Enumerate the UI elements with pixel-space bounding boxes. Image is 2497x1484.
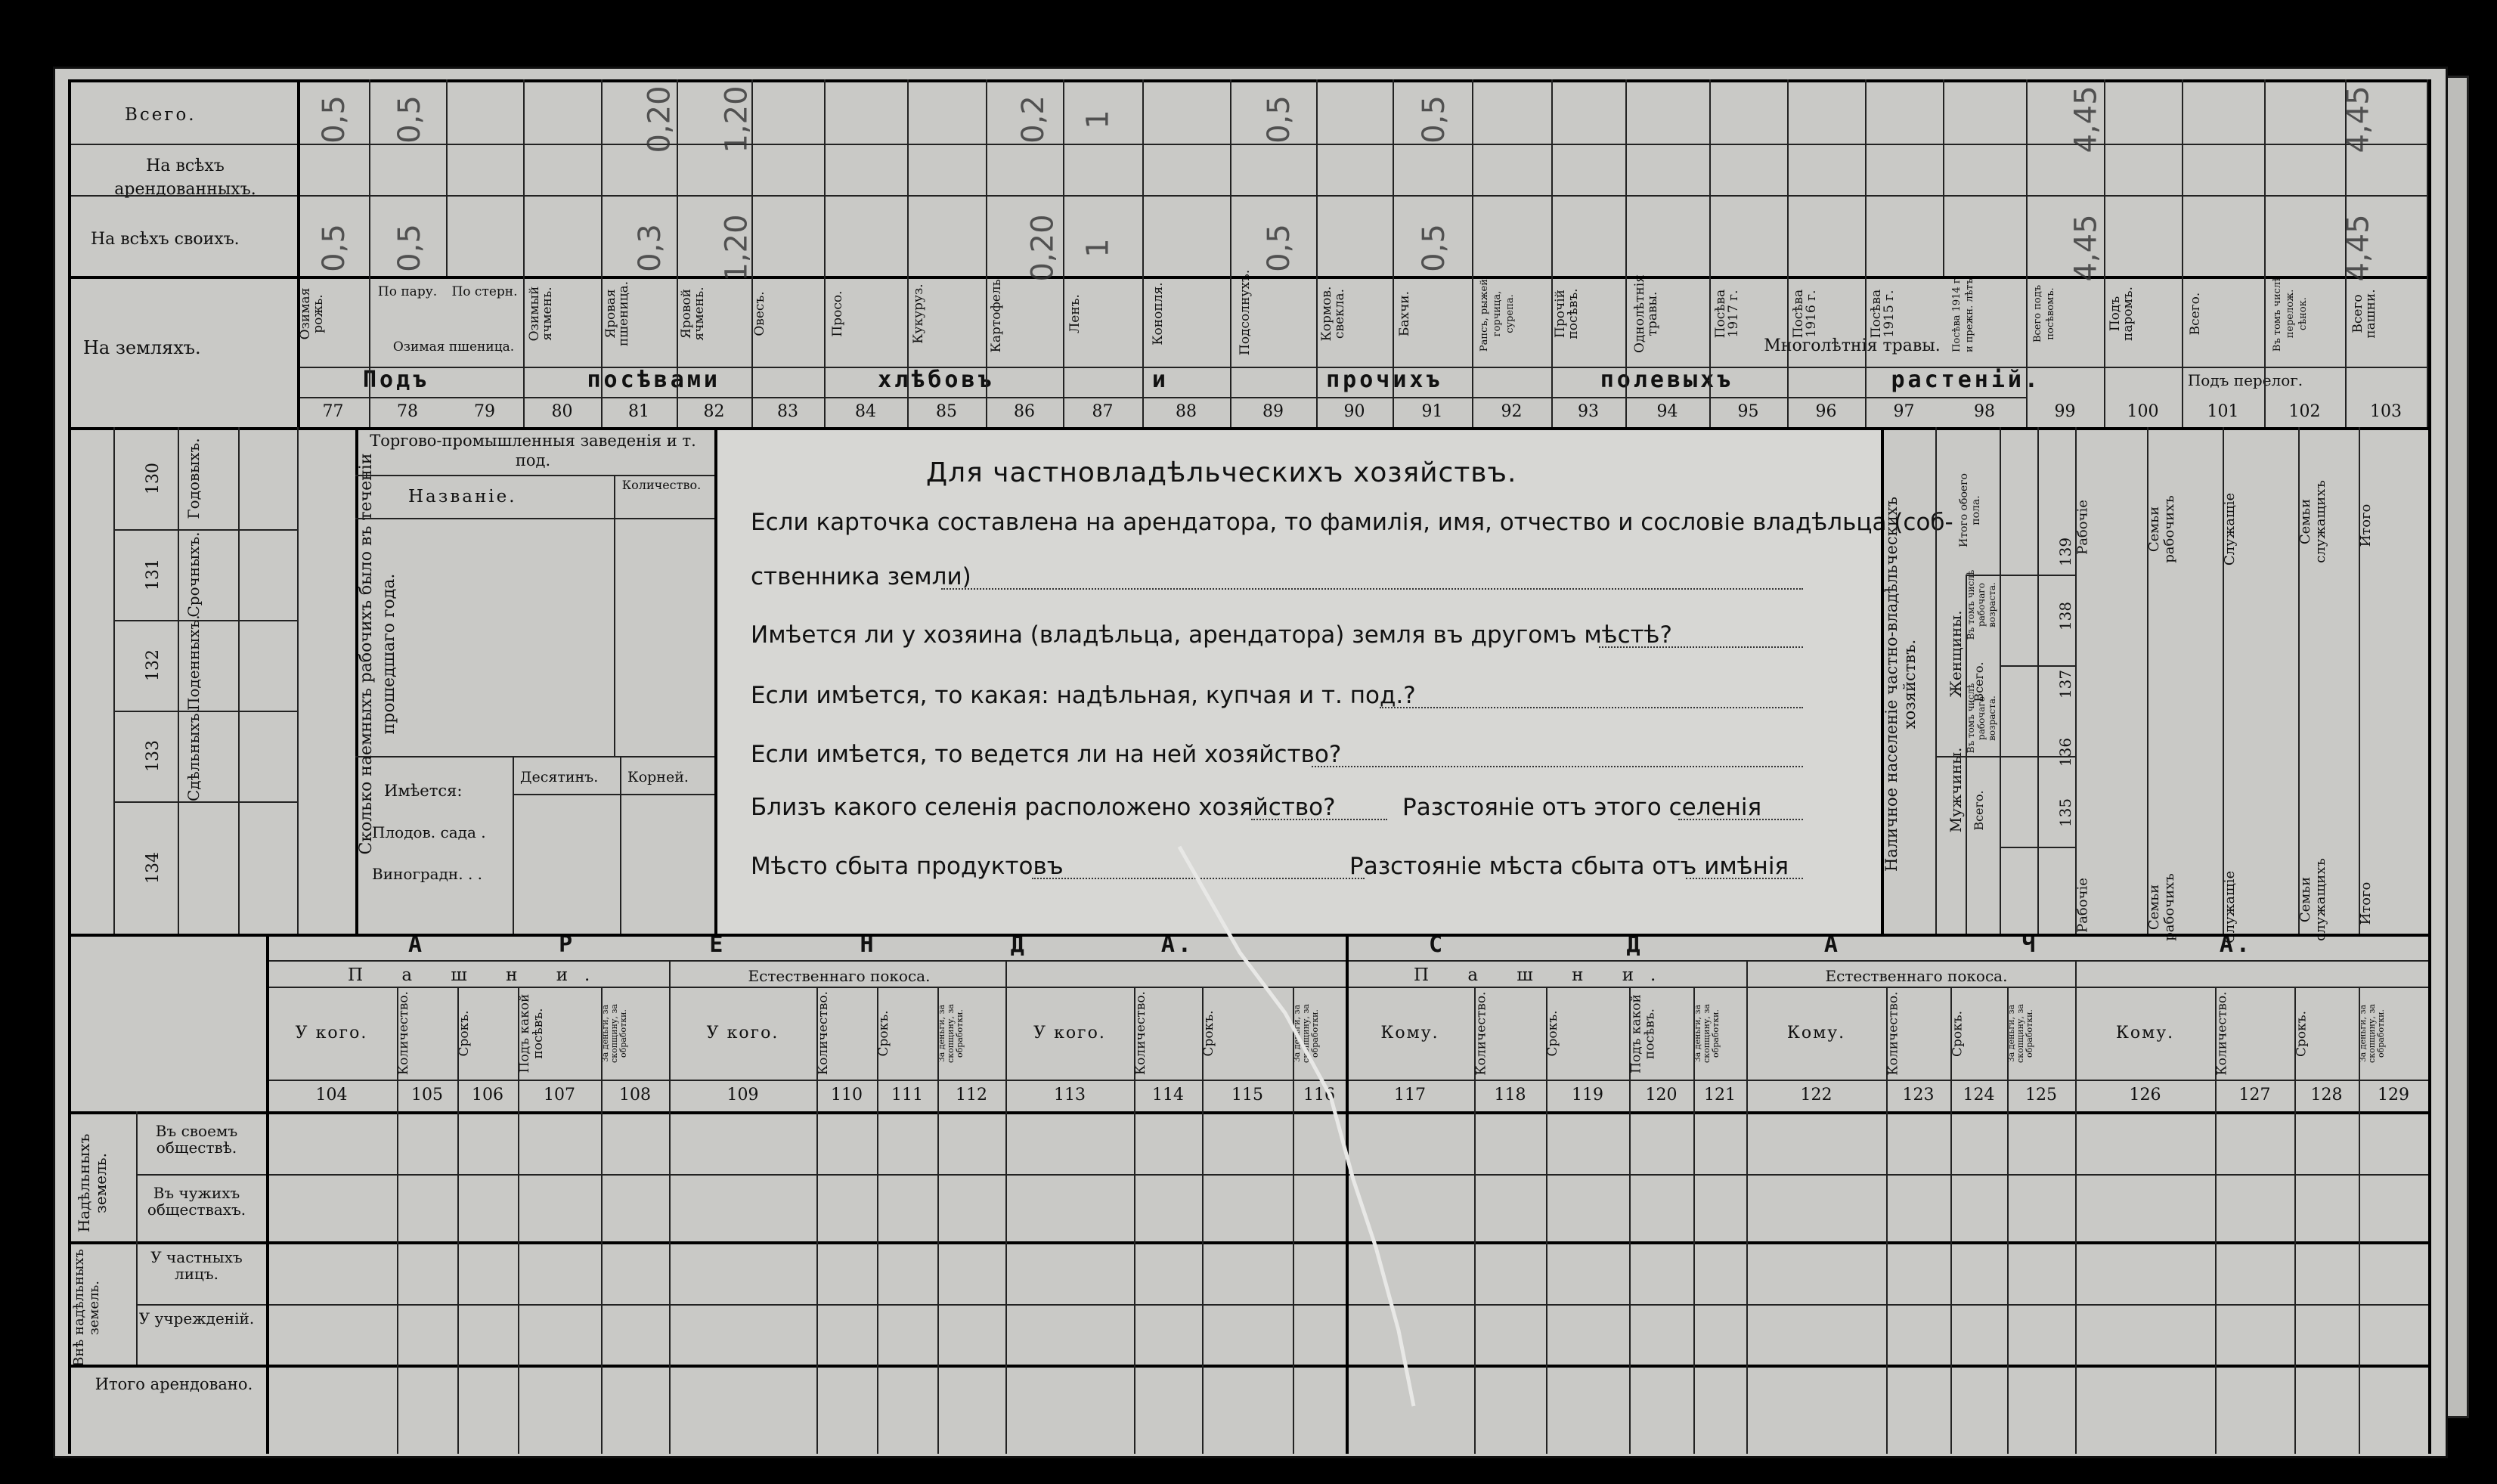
crop-number: 91 [1421,402,1443,421]
handwritten-vsego: 1 [1080,110,1116,129]
arenda-col-number: 113 [1054,1086,1086,1104]
crop-label: Просо. [830,290,845,337]
crop-label: Однолѣтнія травы. [1631,274,1660,353]
crop-label: Посѣва 1914 г. и прежн. лѣтъ. [1951,274,1975,353]
sdacha-col-number: 121 [1704,1086,1736,1104]
arenda-col-header: Срокъ. [1201,1010,1216,1057]
row-itogo-arendovano: Итого арендовано. [94,1375,253,1393]
arenda-col-header: За деньги, за скопщину, за обработки. [1292,1004,1320,1063]
labor-label: Срочныхъ. [184,531,203,618]
muzh-vsego: Всего. [1972,790,1986,831]
nalichnoe-number: 136 [2056,737,2074,767]
crop-label: Подсолнухъ. [1238,269,1253,355]
sdacha-col-number: 117 [1394,1086,1426,1104]
arenda-title: А Р Е Н Д А. [408,931,1194,958]
crop-label: Въ томъ числѣ перелож. сѣнок. [2271,275,2309,352]
arenda-col-number: 107 [544,1086,575,1104]
handwritten-svoikh: 0,3 [632,224,668,272]
arenda-col-number: 109 [726,1086,759,1104]
crop-label: Прочій посѣвъ. [1553,288,1581,339]
arenda-col-number: 106 [472,1086,503,1104]
handwritten-vsego: 0,5 [392,95,427,144]
labor-label: Сдѣльныхъ. [184,708,203,801]
muzh-vtom: Въ томъ числѣ рабочаго возраста. [1966,683,1997,754]
pod-posevami-banner: Подъ посѣвами хлѣбовъ и прочихъ полевыхъ растеній. [363,367,2041,393]
sdacha-estestv: Естественнаго покоса. [1825,967,2008,985]
question-5b: Разстояніе отъ этого селенія [1402,794,1762,821]
crop-label: Посѣва 1916 г. [1790,289,1819,339]
handwritten-svoikh: 0,20 [1025,214,1061,282]
sdacha-col-number: 127 [2238,1086,2271,1104]
crop-label: Озимый ячмень. [526,286,555,342]
sdacha-pashni: П а ш н и. [1414,965,1673,985]
labor-label: Поденныхъ. [184,615,203,711]
question-6b: Разстояніе мѣста сбыта отъ имѣнія [1349,853,1789,880]
torg-name-header: Названіе. [408,487,517,507]
sdacha-col-number: 126 [2129,1086,2161,1104]
pod-perelog-label: Подъ перелог. [2187,371,2303,389]
sdacha-col-number: 125 [2025,1086,2057,1104]
arenda-estestv: Естественнаго покоса. [748,967,931,985]
plodov-sada-label: Плодов. сада . [372,823,486,841]
sdacha-col-header: Кому. [2115,1024,2175,1043]
personnel-col-top: Семьи рабочихъ [2146,495,2177,563]
sdacha-col-number: 124 [1963,1086,1995,1104]
arenda-col-number: 114 [1152,1086,1184,1104]
crop-label: Конопля. [1151,282,1166,345]
question-4: Если имѣется, то ведется ли на ней хозяйство? [751,741,1342,768]
crop-number: 77 [322,402,344,421]
sdacha-col-number: 129 [2378,1086,2409,1104]
sdacha-col-number: 123 [1902,1086,1935,1104]
sdacha-col-number: 122 [1800,1086,1832,1104]
crop-label: Бахчи. [1396,290,1412,337]
crop-label: Яровой ячмень. [678,287,707,341]
desyatin-header: Десятинъ. [520,769,599,785]
zhenshchiny-label: Женщины. [1947,610,1965,698]
sdacha-col-header: Подъ какой посѣвъ. [1628,993,1657,1073]
handwritten-svoikh: 1 [1080,238,1116,258]
personnel-col-bottom: Рабочіе [2074,878,2090,933]
nalichnoe-number: 138 [2056,601,2074,631]
nalichnoe-title: Наличное населеніе частно-владѣльческихъ хозяйствъ. [1882,496,1919,872]
personnel-col-top: Рабочіе [2074,500,2090,555]
question-1b: ственника земли) [751,563,971,590]
torg-kol-header: Количество. [621,478,702,492]
sdacha-col-header: За деньги, за скопщину, за обработки. [2006,1004,2034,1063]
crop-label: Озимая рожь. [297,287,326,340]
crop-number: 90 [1343,402,1365,421]
row-label-na-zemlyakh: На земляхъ. [83,337,201,358]
crop-number: 92 [1501,402,1523,421]
zhen-vsego: Всего. [1972,661,1986,702]
row-label-svoikh: На всѣхъ своихъ. [91,230,240,249]
zhen-vtom: Въ томъ числѣ рабочаго возраста. [1966,569,1997,640]
panel-title: Для частновладѣльческихъ хозяйствъ. [926,457,1517,488]
arenda-col-number: 105 [411,1086,443,1104]
crop-number: 94 [1656,402,1678,421]
crop-number: 102 [2288,402,2321,421]
handwritten-vsego: 4,45 [2341,85,2376,153]
nalichnoe-number: 137 [2056,669,2074,699]
arenda-col-number: 116 [1303,1086,1335,1104]
vinograd-label: Виноградн. . . [372,865,483,883]
muzhchiny-label: Мужчины. [1947,747,1965,833]
arenda-col-header: За деньги, за скопщину, за обработки. [600,1004,628,1063]
naemnye-rabochie-label: Сколько наемныхъ рабочихъ было въ теченіи прошедшаго года. [357,453,398,855]
sdacha-col-number: 120 [1645,1086,1678,1104]
handwritten-vsego: 0,5 [1416,95,1451,144]
crop-number: 87 [1092,402,1114,421]
handwritten-svoikh: 4,45 [2068,214,2104,282]
handwritten-svoikh: 0,5 [316,224,352,272]
arenda-col-number: 112 [956,1086,987,1104]
arenda-col-number: 108 [619,1086,651,1104]
crop-number: 89 [1262,402,1284,421]
crop-label: Кормов. свекла. [1318,286,1347,342]
crop-number: 101 [2207,402,2239,421]
handwritten-svoikh: 4,45 [2341,214,2376,282]
crop-label: Посѣва 1917 г. [1712,289,1741,339]
arenda-col-number: 110 [831,1086,863,1104]
handwritten-vsego: 0,5 [316,95,352,144]
nalichnoe-number: 139 [2056,537,2074,567]
row-label-arendovannykh: На всѣхъ арендованныхъ. [114,156,256,199]
personnel-col-top: Служащіе [2222,492,2238,566]
crop-label: Посѣва 1915 г. [1868,289,1897,339]
sdacha-col-header: Кому. [1380,1024,1439,1043]
crop-number: 81 [628,402,649,421]
sdacha-col-header: Кому. [1786,1024,1846,1043]
crop-label: По пару. [377,284,438,299]
personnel-col-bottom: Служащіе [2222,870,2238,944]
arenda-col-header: Срокъ. [876,1010,891,1057]
crop-label: Яровая пшеница. [603,280,631,347]
arenda-col-number: 115 [1231,1086,1263,1104]
personnel-col-bottom: Семьи рабочихъ [2146,873,2177,941]
sdacha-col-header: За деньги, за скопщину, за обработки. [1693,1004,1721,1063]
korney-header: Корней. [627,769,689,785]
arenda-col-number: 111 [891,1086,923,1104]
crop-number: 95 [1737,402,1759,421]
question-5: Близъ какого селенія расположено хозяйство? [751,794,1336,821]
personnel-col-top: Семьи служащихъ [2297,480,2328,563]
crop-label: Всего подъ посѣвомъ. [2031,284,2056,343]
handwritten-svoikh: 1,20 [719,214,754,282]
question-2: Имѣется ли у хозяина (владѣльца, арендатора) земля въ другомъ мѣстѣ? [751,621,1672,649]
sdacha-col-header: Срокъ. [1950,1010,1965,1057]
vne-nadelnykh-label: Внѣ надѣльныхъ земель. [71,1249,102,1367]
crop-number: 93 [1578,402,1599,421]
personnel-col-bottom: Итого [2358,881,2374,925]
arenda-col-header: За деньги, за скопщину, за обработки. [937,1004,965,1063]
question-3: Если имѣется, то какая: надѣльная, купчая и т. под.? [751,682,1416,709]
labor-number: 131 [144,559,163,590]
crop-label: Овесъ. [752,291,767,336]
mnogoletnie-label: Многолѣтнія травы. [1764,336,1941,355]
handwritten-vsego: 1,20 [719,85,754,153]
arenda-col-header: Срокъ. [457,1010,472,1057]
crop-number: 88 [1176,402,1197,421]
crop-number: 85 [936,402,957,421]
arenda-col-header: Количество. [1133,991,1148,1075]
sdacha-col-header: Срокъ. [1545,1010,1560,1057]
labor-number: 130 [144,462,163,494]
crop-label: Всего. [2187,292,2203,336]
arenda-col-header: У кого. [706,1024,779,1043]
itogo-oboego-pola: Итого обоего пола. [1958,473,1982,547]
crop-label: Всего пашни. [2350,289,2378,339]
handwritten-vsego: 4,45 [2068,85,2104,153]
labor-number: 133 [144,740,163,772]
handwritten-vsego: 0,2 [1015,95,1051,144]
crop-label: Подъ паромъ. [2107,286,2136,342]
crop-number: 97 [1893,402,1915,421]
handwritten-svoikh: 0,5 [1261,224,1297,272]
arenda-col-header: Количество. [816,991,831,1075]
row-chastnykh-lits: У частныхъ лицъ. [150,1248,243,1283]
crop-label: Ленъ. [1067,294,1083,333]
crop-number: 82 [703,402,725,421]
labor-number: 132 [144,649,163,681]
sdacha-col-header: Количество. [1885,991,1901,1075]
torg-title: Торгово-промышленныя заведенія и т. под. [370,432,696,470]
arenda-col-header: У кого. [1033,1024,1106,1043]
arenda-col-header: Количество. [396,991,411,1075]
row-chuzhikh-obshchestvakh: Въ чужихъ обществахъ. [147,1184,246,1219]
crop-number: 103 [2370,402,2402,421]
arenda-col-header: Подъ какой посѣвъ. [517,993,546,1073]
crop-label: Картофель. [989,274,1004,353]
handwritten-svoikh: 0,5 [392,224,427,272]
personnel-col-top: Итого [2358,503,2374,547]
personnel-col-bottom: Семьи служащихъ [2297,858,2328,941]
sdacha-col-header: За деньги, за скопщину, за обработки. [2358,1004,2386,1063]
crop-number: 83 [777,402,798,421]
question-1a: Если карточка составлена на арендатора, то фамилія, имя, отчество и сословіе владѣльца (соб- [751,509,1953,536]
labor-label: Годовыхъ. [184,437,203,519]
row-uchrezhdeniy: У учрежденій. [138,1309,255,1328]
sdacha-col-number: 128 [2310,1086,2343,1104]
sdacha-title: С Д А Ч А. [1429,931,2253,958]
crop-number: 84 [855,402,876,421]
question-6: Мѣсто сбыта продуктовъ [751,853,1064,880]
crop-number: 99 [2054,402,2076,421]
crop-label: По стерн. [451,284,518,299]
sdacha-col-number: 118 [1494,1086,1526,1104]
imeetsya-label: Имѣется: [384,782,463,800]
sdacha-col-header: Срокъ. [2294,1010,2309,1057]
arenda-pashni: П а ш н и. [348,965,607,985]
crop-number: 79 [474,402,495,421]
nalichnoe-number: 135 [2056,798,2074,828]
labor-number: 134 [144,851,163,884]
crop-number: 100 [2127,402,2159,421]
crop-number: 80 [551,402,573,421]
ozimaya-pshenitsa-label: Озимая пшеница. [392,339,515,355]
crop-label: Рапсъ, рыжей, горчица, сурепа. [1478,275,1516,352]
sdacha-col-number: 119 [1572,1086,1603,1104]
crop-number: 98 [1974,402,1995,421]
handwritten-vsego: 0,5 [1261,95,1297,144]
arenda-col-number: 104 [315,1086,348,1104]
crop-number: 96 [1815,402,1837,421]
row-svoem-obshchestve: Въ своемъ обществѣ. [155,1122,238,1157]
handwritten-svoikh: 0,5 [1416,224,1451,272]
crop-number: 78 [397,402,418,421]
crop-number: 86 [1014,402,1035,421]
sdacha-col-header: Количество. [1473,991,1489,1075]
row-label-vsego: Всего. [125,105,197,125]
crop-label: Кукуруз. [911,283,926,344]
nadelnykh-label: Надѣльныхъ земель. [75,1133,110,1233]
arenda-col-header: У кого. [295,1024,368,1043]
handwritten-vsego: 0,20 [642,85,677,153]
sdacha-col-header: Количество. [2214,991,2229,1075]
